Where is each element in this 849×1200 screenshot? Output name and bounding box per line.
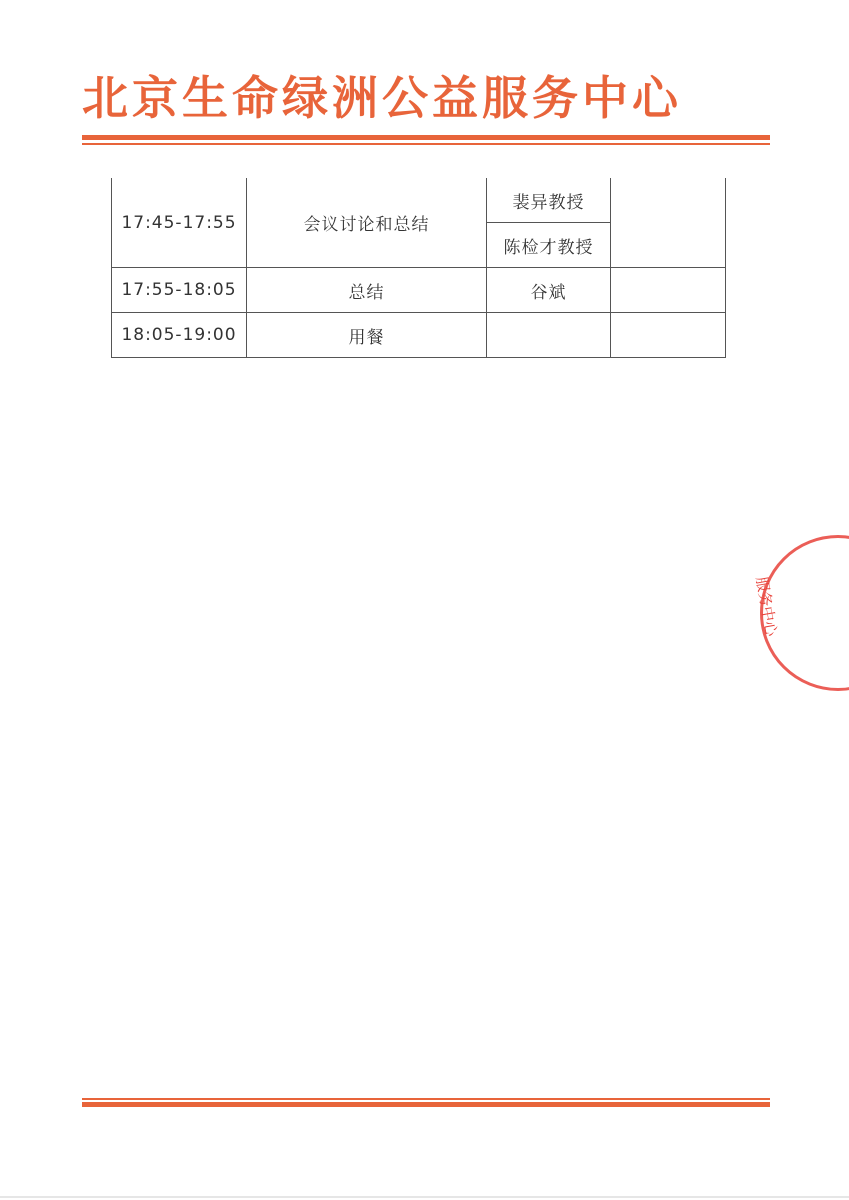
footer-rule-thin [82, 1098, 770, 1100]
item-cell: 总结 [247, 268, 487, 313]
footer-rule-thick [82, 1102, 770, 1107]
agenda-table [111, 178, 726, 358]
header-rule-thick [82, 135, 770, 140]
time-cell: 17:45-17:55 [112, 178, 247, 268]
item-cell: 用餐 [247, 313, 487, 358]
note-cell [611, 268, 726, 313]
speaker-cell: 裴异教授 [487, 178, 611, 223]
speaker-cell [487, 313, 611, 358]
time-cell: 18:05-19:00 [112, 313, 247, 358]
speaker-cell: 陈检才教授 [487, 223, 611, 268]
note-cell [611, 313, 726, 358]
speaker-cell: 谷斌 [487, 268, 611, 313]
time-cell: 17:55-18:05 [112, 268, 247, 313]
header-rule-thin [82, 143, 770, 145]
table-row [112, 268, 726, 313]
org-name-letterhead: 北京生命绿洲公益服务中心 [82, 71, 682, 125]
item-cell: 会议讨论和总结 [247, 178, 487, 268]
table-row [112, 313, 726, 358]
note-cell [611, 178, 726, 268]
seal-text: 服务中心 [752, 575, 781, 638]
table-row [112, 178, 726, 223]
page-edge [0, 1196, 849, 1198]
